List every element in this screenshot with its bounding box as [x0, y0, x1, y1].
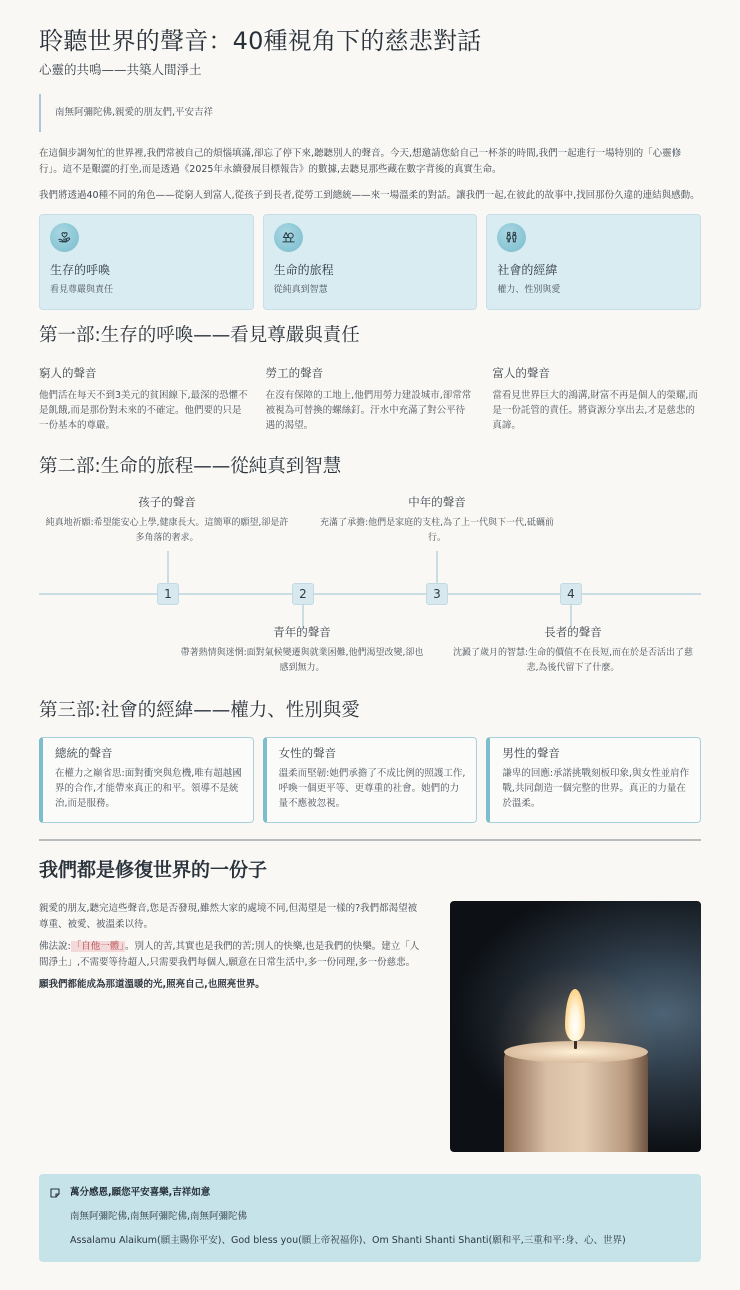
voice-text: 帶著熱情與迷惘:面對氣候變遷與就業困難,他們渴望改變,卻也感到無力。 [180, 648, 424, 673]
overview-card-journey [263, 214, 478, 310]
closing-title: 我們都是修復世界的一份子 [39, 859, 268, 881]
voice-title: 窮人的聲音 [39, 366, 97, 380]
voice-text: 他們活在每天不到3美元的貧困線下,最深的恐懼不是飢餓,而是那份對未來的不確定。他們要的只是一份基本的尊嚴。 [39, 390, 248, 431]
life-timeline [39, 483, 701, 693]
voice-title: 長者的聲音 [544, 625, 602, 639]
voice-title: 富人的聲音 [492, 366, 550, 380]
part-one-section [39, 324, 701, 433]
voice-card-men [486, 737, 701, 823]
closing-section [39, 857, 701, 1152]
overview-card-title: 生存的呼喚 [50, 263, 111, 277]
heart-hand-icon [50, 223, 79, 252]
voice-title: 青年的聲音 [273, 625, 331, 639]
voice-title: 孩子的聲音 [138, 495, 196, 509]
intro-paragraph-1: 在這個步調匆忙的世界裡,我們常被自己的煩惱填滿,卻忘了停下來,聽聽別人的聲音。今天,想邀請您給自己一杯茶的時間,我們一起進行一場特別的「心靈修行」。這不是艱澀的打坐,而是透過《2025年永續發展目標報告》的數據,去聽見那些藏在數字背後的真實生命。 [39, 148, 682, 175]
part-three-section [39, 699, 701, 823]
overview-card-survival [39, 214, 254, 310]
closing-paragraph-1: 親愛的朋友,聽完這些聲音,您是否發現,雖然大家的處境不同,但渴望是一樣的?我們都渴望被尊重、被愛、被溫柔以待。 [39, 903, 418, 930]
footer-heading-row [49, 1186, 687, 1200]
closing-paragraph-2 [39, 939, 422, 970]
timeline-item-child [42, 495, 292, 545]
closing-blessing: 願我們都能成為那道溫暖的光,照亮自己,也照亮世界。 [39, 979, 265, 990]
voice-poor [39, 366, 248, 433]
intro-paragraph-2: 我們將透過40種不同的角色——從窮人到富人,從孩子到長者,從勞工到總統——來一場溫柔的對話。讓我們一起,在彼此的故事中,找回那份久違的連結與感動。 [39, 190, 700, 201]
timeline-axis [39, 593, 701, 595]
note-icon [49, 1187, 61, 1199]
highlight-self-other-oneness: 「自他一體」 [71, 941, 124, 952]
section-divider [39, 839, 701, 841]
timeline-item-middle-age [312, 495, 562, 545]
part-two-title: 第二部:生命的旅程——從純真到智慧 [39, 456, 342, 477]
voice-title: 勞工的聲音 [265, 366, 324, 380]
voice-text: 沈澱了歲月的智慧:生命的價值不在長短,而在於是否活出了慈悲,為後代留下了什麼。 [453, 648, 693, 673]
voice-worker [266, 366, 475, 433]
footer-title: 萬分感恩,願您平安喜樂,吉祥如意 [70, 1187, 211, 1198]
voice-text: 當看見世界巨大的鴻溝,財富不再是個人的榮耀,而是一份託管的責任。將資源分享出去,才是慈悲的真諦。 [492, 390, 698, 431]
timeline-item-youth [177, 625, 427, 675]
overview-card-subtitle: 從純真到智慧 [273, 285, 328, 295]
overview-card-society [486, 214, 701, 310]
footer-chant: 南無阿彌陀佛,南無阿彌陀佛,南無阿彌陀佛 [70, 1211, 248, 1222]
voice-text: 在沒有保障的工地上,他們用勞力建設城市,卻常常被視為可替換的螺絲釘。汗水中充滿了對公平待遇的渴望。 [265, 390, 472, 431]
voice-title: 中年的聲音 [408, 495, 466, 509]
voice-text: 純真地祈願:希望能安心上學,健康長大。這簡單的願望,卻是許多角落的奢求。 [45, 518, 289, 543]
page-subtitle: 心靈的共鳴——共築人間淨土 [39, 62, 202, 77]
closing-content [39, 901, 701, 1152]
page-title: 聆聽世界的聲音：40種視角下的慈悲對話 [39, 27, 482, 55]
part-two-section [39, 455, 701, 693]
candle-image [450, 901, 701, 1152]
voice-card-women [263, 737, 478, 823]
voice-text: 在權力之巔省思:面對衝突與危機,唯有超越國界的合作,才能帶來真正的和平。領導不是統治,而是服務。 [55, 768, 242, 809]
voice-text: 充滿了承擔:他們是家庭的支柱,為了上一代與下一代,砥礪前行。 [320, 518, 554, 543]
overview-card-subtitle: 權力、性別與愛 [497, 285, 561, 295]
part-three-cards [39, 737, 701, 823]
people-icon [497, 223, 526, 252]
footer-multifaith-blessing: Assalamu Alaikum(願主賜你平安)、God bless you(願上帝祝福你)、Om Shanti Shanti Shanti(願和平,三重和平:身、心、世界) [70, 1235, 626, 1246]
timeline-connector [302, 605, 304, 627]
blessing-footer [39, 1174, 701, 1262]
timeline-node-1: 1 [157, 583, 179, 605]
timeline-node-4: 4 [560, 583, 582, 605]
voice-title: 女性的聲音 [278, 746, 337, 760]
timeline-connector [436, 551, 438, 584]
overview-card-title: 生命的旅程 [273, 263, 334, 277]
overview-card-subtitle: 看見尊嚴與責任 [50, 285, 114, 295]
greeting-quote: 南無阿彌陀佛,親愛的朋友們,平安吉祥 [39, 94, 701, 132]
closing-p2-prefix: 佛法說: [39, 941, 71, 952]
part-three-title: 第三部:社會的經緯——權力、性別與愛 [39, 700, 360, 721]
part-one-title: 第一部:生存的呼喚——看見尊嚴與責任 [39, 325, 360, 346]
timeline-connector [167, 551, 169, 584]
timeline-connector [570, 605, 572, 627]
timeline-item-elder [448, 625, 698, 675]
closing-text [39, 901, 422, 1152]
part-one-columns [39, 366, 701, 433]
overview-card-title: 社會的經緯 [497, 263, 558, 277]
timeline-node-3: 3 [426, 583, 448, 605]
closing-p2-suffix: 。別人的苦,其實也是我們的苦;別人的快樂,也是我們的快樂。建立「人間淨土」,不需要等待超人,只需要我們每個人,願意在日常生活中,多一份同理,多一份慈悲。 [39, 941, 420, 968]
voice-title: 男性的聲音 [502, 746, 560, 760]
voice-text: 溫柔而堅韌:她們承擔了不成比例的照護工作,呼喚一個更平等、更尊重的社會。她們的力量不應被忽視。 [278, 768, 466, 809]
candle-body [504, 1049, 648, 1152]
trees-icon [274, 223, 303, 252]
intro-section [39, 146, 701, 204]
voice-rich [492, 366, 701, 433]
timeline-node-2: 2 [292, 583, 314, 605]
voice-card-president [39, 737, 254, 823]
overview-cards [39, 214, 701, 310]
voice-title: 總統的聲音 [55, 746, 113, 760]
page-header [39, 26, 701, 78]
voice-text: 謙卑的回應:承諾挑戰刻板印象,與女性並肩作戰,共同創造一個完整的世界。真正的力量在於溫柔。 [502, 768, 690, 809]
